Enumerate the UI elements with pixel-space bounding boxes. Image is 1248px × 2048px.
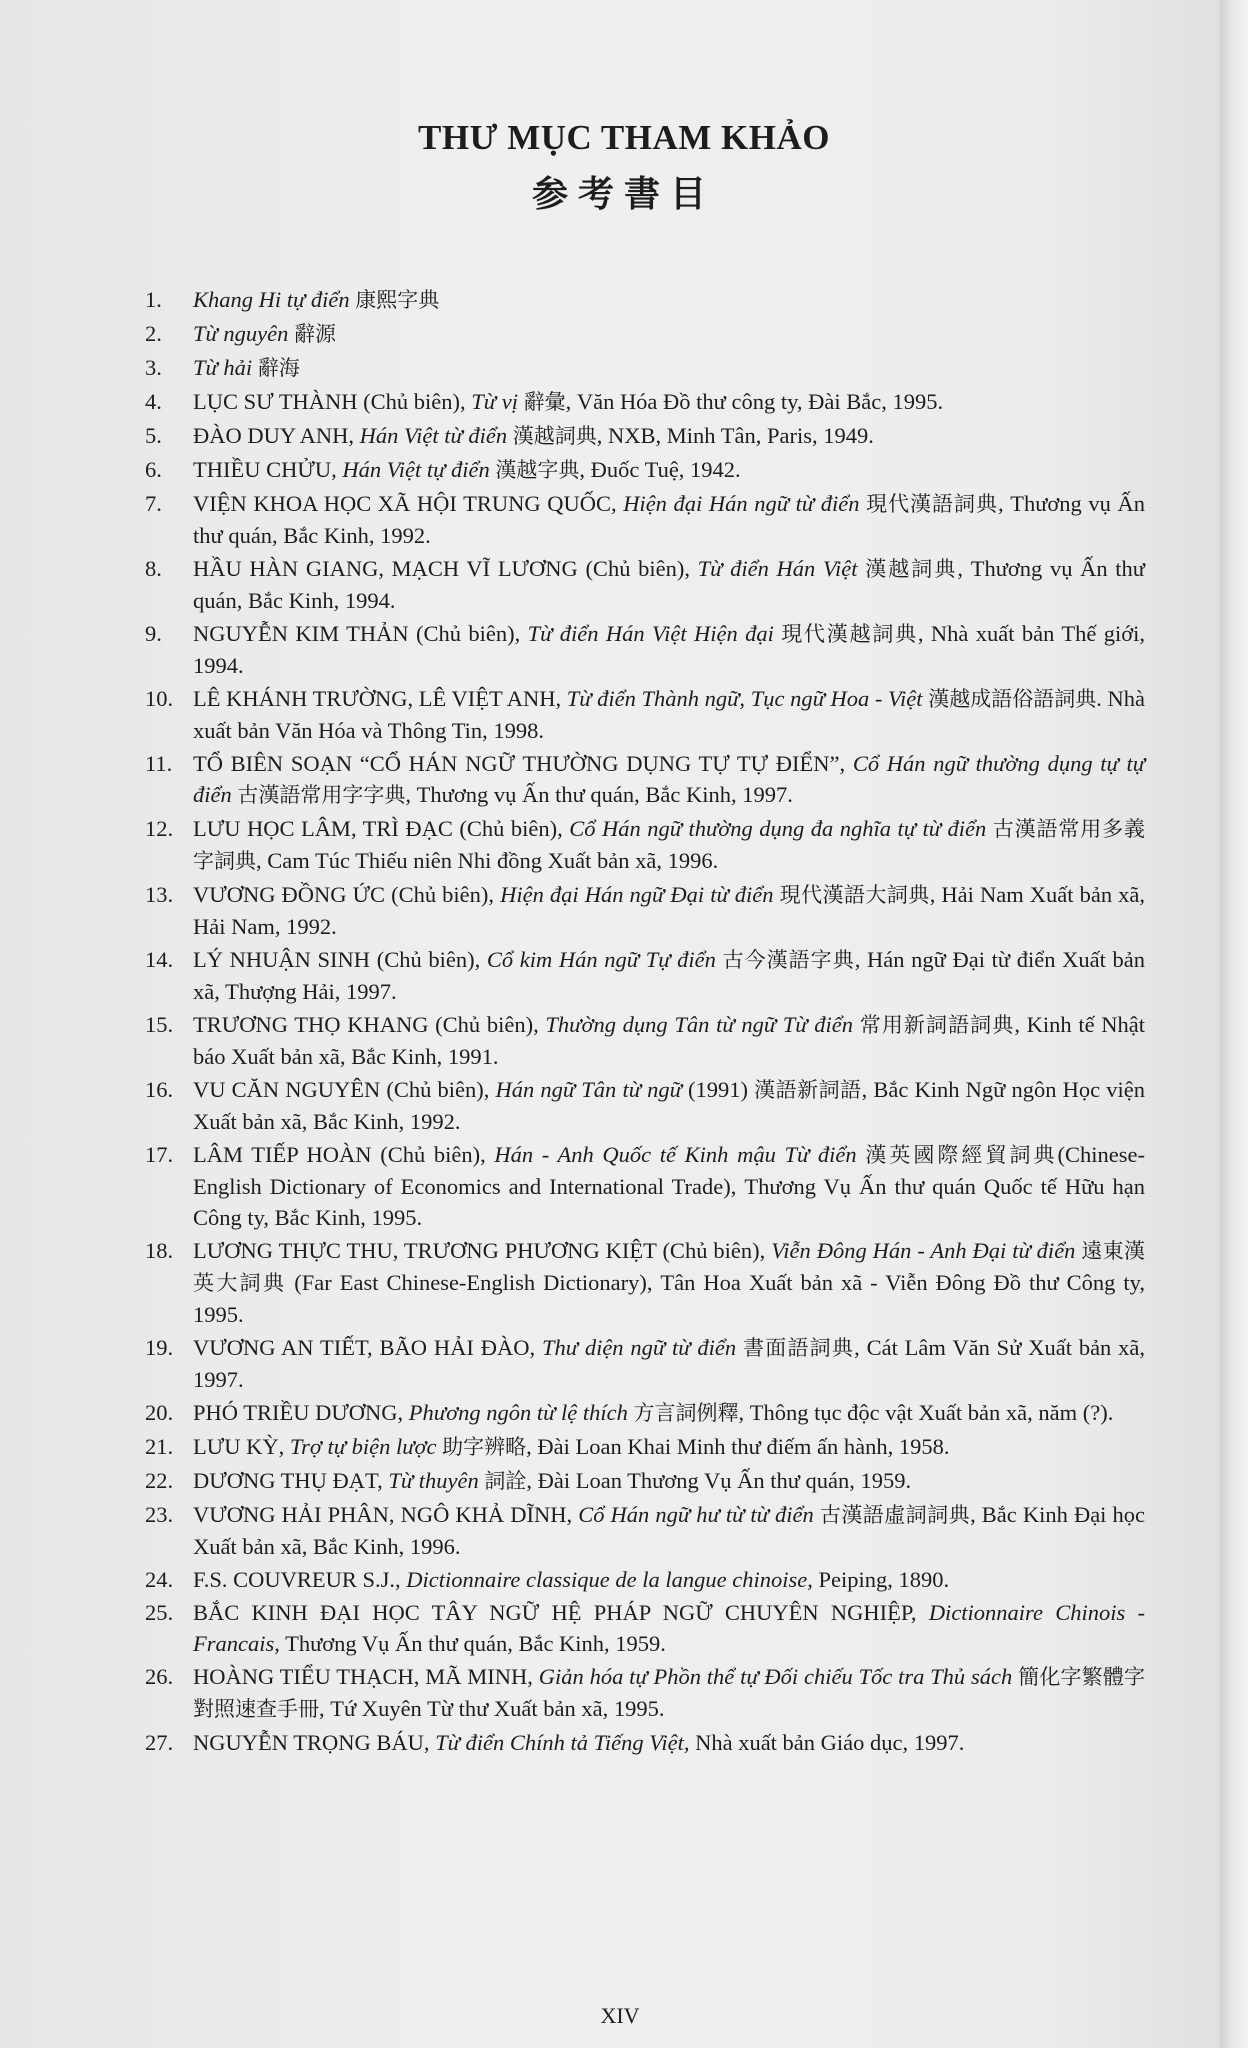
reference-segment: 康熙字典 — [355, 288, 440, 312]
reference-segment: 辭彙, Văn Hóa Đồ thư công ty, Đài Bắc, 1995. — [523, 389, 944, 414]
reference-title: Khang Hi tự điển — [193, 287, 350, 312]
reference-text — [193, 1564, 1145, 1595]
reference-text — [193, 1727, 1145, 1758]
reference-segment: BẮC KINH ĐẠI HỌC TÂY NGỮ HỆ PHÁP NGỮ CHUYÊN NGHIỆP, — [193, 1600, 929, 1625]
reference-title: Hán Việt từ điển — [359, 423, 508, 448]
reference-text — [193, 553, 1145, 616]
reference-segment: THIỀU CHỬU, — [193, 457, 343, 482]
reference-text — [193, 1074, 1145, 1137]
reference-item — [145, 1564, 1145, 1595]
reference-list — [145, 284, 1145, 1760]
reference-number: 23. — [145, 1502, 174, 1527]
reference-number: 27. — [145, 1730, 174, 1755]
reference-item — [145, 284, 1145, 316]
reference-segment: VƯƠNG ĐỒNG ỨC (Chủ biên), — [193, 882, 501, 907]
reference-text — [193, 1597, 1145, 1659]
reference-text — [193, 386, 1145, 418]
reference-segment: 書面語詞典, Cát Lâm Văn Sử Xuất bản xã, 1997. — [193, 1335, 1146, 1392]
reference-text — [193, 420, 1145, 452]
reference-segment: 漢越字典, Đuốc Tuệ, 1942. — [495, 457, 741, 482]
reference-segment: VƯƠNG AN TIẾT, BÃO HẢI ĐÀO, — [193, 1335, 542, 1360]
reference-segment: Nhà xuất bản Giáo dục, 1997. — [689, 1730, 965, 1755]
reference-segment: HẦU HÀN GIANG, MẠCH VĨ LƯƠNG (Chủ biên), — [193, 556, 698, 581]
page-edge — [1220, 0, 1248, 2048]
reference-item — [145, 454, 1145, 486]
reference-item — [145, 748, 1145, 811]
reference-number: 4. — [145, 389, 162, 414]
reference-segment: LÝ NHUẬN SINH (Chủ biên), — [193, 947, 487, 972]
reference-segment: 簡化字繁體字對照速查手冊, Tứ Xuyên Từ thư Xuất bản xã, 1995. — [193, 1665, 1146, 1721]
reference-segment: F.S. COUVREUR S.J., — [193, 1567, 407, 1592]
reference-item — [145, 1332, 1145, 1395]
reference-segment: 辭海 — [257, 356, 300, 380]
reference-title: Trợ tự biện lược — [289, 1434, 437, 1459]
reference-title: Từ vị — [471, 389, 518, 414]
reference-text — [193, 813, 1145, 877]
reference-segment: PHÓ TRIỀU DƯƠNG, — [193, 1400, 409, 1425]
reference-title: Cổ kim Hán ngữ Tự điển — [486, 947, 716, 972]
reference-segment: Peiping, 1890. — [812, 1567, 950, 1592]
reference-text — [193, 488, 1145, 551]
reference-item — [145, 879, 1145, 942]
reference-number: 9. — [145, 621, 162, 646]
reference-segment: TỔ BIÊN SOẠN “CỔ HÁN NGỮ THƯỜNG DỤNG TỰ TỰ ĐIỂN”, — [193, 751, 853, 776]
reference-title: Hán ngữ Tân từ ngữ — [495, 1077, 682, 1102]
reference-title: Từ nguyên — [193, 321, 289, 346]
reference-title: Dictionnaire classique de la langue chinoise, — [406, 1567, 813, 1592]
reference-number: 17. — [145, 1142, 174, 1167]
reference-title: Cổ Hán ngữ thường dụng đa nghĩa tự từ điển — [569, 816, 987, 841]
reference-segment: 現代漢越詞典, Nhà xuất bản Thế giới, 1994. — [193, 621, 1146, 678]
reference-number: 8. — [145, 556, 162, 581]
reference-segment: NGUYỄN KIM THẢN (Chủ biên), — [193, 621, 528, 646]
reference-segment: 現代漢語詞典, Thương vụ Ấn thư quán, Bắc Kinh, 1992. — [193, 491, 1146, 548]
reference-title: Từ điển Chính tả Tiếng Việt, — [435, 1730, 690, 1755]
reference-text — [193, 1465, 1145, 1497]
reference-segment: 古漢語常用字字典, Thương vụ Ấn thư quán, Bắc Kinh, 1997. — [237, 782, 793, 807]
reference-number: 16. — [145, 1077, 174, 1102]
reference-text — [193, 1009, 1145, 1072]
reference-segment: VIỆN KHOA HỌC XÃ HỘI TRUNG QUỐC, — [193, 491, 624, 516]
reference-segment: 方言詞例釋, Thông tục độc vật Xuất bản xã, năm (?). — [633, 1400, 1114, 1425]
reference-number: 19. — [145, 1335, 174, 1360]
page-title: THƯ MỤC THAM KHẢO — [418, 118, 830, 157]
reference-text — [193, 318, 1145, 350]
reference-number: 18. — [145, 1238, 174, 1263]
reference-title: Dictionnaire Chinois - Francais, — [193, 1600, 1145, 1656]
reference-segment: HOÀNG TIỂU THẠCH, MÃ MINH, — [193, 1664, 539, 1689]
reference-text — [193, 879, 1145, 942]
reference-number: 5. — [145, 423, 162, 448]
reference-text — [193, 1235, 1145, 1330]
reference-segment: 漢越詞典, Thương vụ Ấn thư quán, Bắc Kinh, 1994. — [193, 556, 1146, 613]
reference-segment: 遠東漢英大詞典 (Far East Chinese-English Dictionary), Tân Hoa Xuất bản xã - Viễn Đông Đồ thư Công ty, 1995. — [193, 1239, 1146, 1327]
reference-segment: LỤC SƯ THÀNH (Chủ biên), — [193, 389, 472, 414]
reference-number: 21. — [145, 1434, 174, 1459]
reference-item — [145, 1499, 1145, 1562]
reference-number: 15. — [145, 1012, 174, 1037]
reference-item — [145, 683, 1145, 746]
reference-segment: (1991) 漢語新詞語, Bắc Kinh Ngữ ngôn Học viện Xuất bản xã, Bắc Kinh, 1992. — [193, 1077, 1145, 1134]
reference-item — [145, 318, 1145, 350]
reference-segment: LÂM TIẾP HOÀN (Chủ biên), — [193, 1142, 495, 1167]
reference-title: Từ điển Thành ngữ, Tục ngữ Hoa - Việt — [566, 686, 923, 711]
reference-title: Từ thuyên — [388, 1468, 479, 1493]
reference-text — [193, 1499, 1145, 1562]
reference-title: Hiện đại Hán ngữ Đại từ điển — [500, 882, 774, 907]
reference-segment: LƯU KỲ, — [193, 1434, 290, 1459]
reference-item — [145, 488, 1145, 551]
reference-text — [193, 1332, 1145, 1395]
reference-item — [145, 1139, 1145, 1233]
reference-item — [145, 352, 1145, 384]
reference-title: Hán - Anh Quốc tế Kinh mậu Từ điển — [494, 1142, 857, 1167]
reference-segment: VU CĂN NGUYÊN (Chủ biên), — [193, 1077, 496, 1102]
reference-text — [193, 1431, 1145, 1463]
reference-title: Phương ngôn từ lệ thích — [408, 1400, 628, 1425]
reference-number: 11. — [145, 751, 173, 776]
page-number: XIV — [600, 2003, 640, 2028]
reference-title: Từ điển Hán Việt Hiện đại — [527, 621, 774, 646]
reference-item — [145, 944, 1145, 1007]
reference-text — [193, 284, 1145, 316]
reference-segment: 詞詮, Đài Loan Thương Vụ Ấn thư quán, 1959. — [484, 1468, 912, 1493]
reference-item — [145, 1431, 1145, 1463]
reference-segment: ĐÀO DUY ANH, — [193, 423, 360, 448]
page-subtitle-cjk: 参考書目 — [531, 174, 716, 214]
reference-segment: VƯƠNG HẢI PHÂN, NGÔ KHẢ DĨNH, — [193, 1502, 579, 1527]
reference-number: 22. — [145, 1468, 174, 1493]
reference-number: 13. — [145, 882, 174, 907]
reference-title: Thư diện ngữ từ điển — [541, 1335, 737, 1360]
reference-number: 12. — [145, 816, 174, 841]
reference-title: Hán Việt tự điển — [342, 457, 490, 482]
reference-number: 26. — [145, 1664, 174, 1689]
reference-text — [193, 944, 1145, 1007]
reference-segment: 漢越詞典, NXB, Minh Tân, Paris, 1949. — [512, 423, 874, 448]
reference-segment: 現代漢語大詞典, Hải Nam Xuất bản xã, Hải Nam, 1992. — [193, 882, 1146, 939]
reference-number: 7. — [145, 491, 162, 516]
reference-item — [145, 1597, 1145, 1659]
reference-number: 20. — [145, 1400, 174, 1425]
reference-item — [145, 1465, 1145, 1497]
reference-number: 24. — [145, 1567, 174, 1592]
reference-number: 1. — [145, 287, 162, 312]
reference-text — [193, 748, 1145, 811]
reference-segment: 漢越成語俗語詞典. Nhà xuất bản Văn Hóa và Thông Tin, 1998. — [193, 686, 1145, 743]
reference-text — [193, 454, 1145, 486]
reference-item — [145, 1235, 1145, 1330]
reference-title: Giản hóa tự Phồn thể tự Đối chiếu Tốc tra Thủ sách — [538, 1664, 1013, 1689]
reference-segment: 辭源 — [294, 322, 337, 346]
reference-segment: LÊ KHÁNH TRƯỜNG, LÊ VIỆT ANH, — [193, 686, 567, 711]
reference-segment: 古漢語虛詞詞典, Bắc Kinh Đại học Xuất bản xã, Bắc Kinh, 1996. — [193, 1502, 1146, 1559]
reference-item — [145, 1397, 1145, 1429]
reference-segment: NGUYỄN TRỌNG BÁU, — [193, 1730, 436, 1755]
reference-title: Viễn Đông Hán - Anh Đại từ điển — [771, 1238, 1076, 1263]
reference-text — [193, 1397, 1145, 1429]
reference-text — [193, 1661, 1145, 1725]
reference-segment: 常用新詞語詞典, Kinh tế Nhật báo Xuất bản xã, Bắc Kinh, 1991. — [193, 1012, 1146, 1069]
reference-title: Hiện đại Hán ngữ từ điển — [623, 491, 860, 516]
reference-text — [193, 352, 1145, 384]
reference-title: Cổ Hán ngữ thường dụng tự tự điển — [193, 751, 1145, 807]
reference-segment: LƯU HỌC LÂM, TRÌ ĐẠC (Chủ biên), — [193, 816, 570, 841]
reference-number: 14. — [145, 947, 174, 972]
reference-item — [145, 386, 1145, 418]
reference-title: Thường dụng Tân từ ngữ Từ điển — [545, 1012, 854, 1037]
reference-title: Từ hải — [193, 355, 253, 380]
reference-segment: 助字辨略, Đài Loan Khai Minh thư điếm ấn hành, 1958. — [442, 1434, 950, 1459]
reference-title: Từ điển Hán Việt — [697, 556, 858, 581]
reference-number: 6. — [145, 457, 162, 482]
reference-segment: 古漢語常用多義字詞典, Cam Túc Thiếu niên Nhi đồng Xuất bản xã, 1996. — [193, 817, 1146, 873]
reference-item — [145, 553, 1145, 616]
reference-segment: TRƯƠNG THỌ KHANG (Chủ biên), — [193, 1012, 546, 1037]
reference-title: Cổ Hán ngữ hư từ từ điển — [578, 1502, 814, 1527]
reference-segment: LƯƠNG THỰC THU, TRƯƠNG PHƯƠNG KIỆT (Chủ biên), — [193, 1238, 772, 1263]
reference-item — [145, 813, 1145, 877]
reference-number: 3. — [145, 355, 162, 380]
reference-number: 10. — [145, 686, 174, 711]
reference-item — [145, 1661, 1145, 1725]
reference-item — [145, 420, 1145, 452]
reference-segment: Thương Vụ Ấn thư quán, Bắc Kinh, 1959. — [279, 1631, 666, 1656]
reference-text — [193, 683, 1145, 746]
reference-item — [145, 1009, 1145, 1072]
reference-text — [193, 618, 1145, 681]
reference-item — [145, 1074, 1145, 1137]
reference-number: 2. — [145, 321, 162, 346]
reference-segment: 漢英國際經貿詞典(Chinese-English Dictionary of Economics and International Trade), Thương Vụ Ấn thư quán Quốc tế Hữu hạn Công ty, Bắc Kinh, 1995. — [193, 1142, 1146, 1230]
reference-segment: DƯƠNG THỤ ĐẠT, — [193, 1468, 389, 1493]
reference-number: 25. — [145, 1600, 174, 1625]
reference-item — [145, 618, 1145, 681]
reference-item — [145, 1727, 1145, 1758]
reference-text — [193, 1139, 1145, 1233]
reference-segment: 古今漢語字典, Hán ngữ Đại từ điển Xuất bản xã, Thượng Hải, 1997. — [193, 947, 1145, 1004]
